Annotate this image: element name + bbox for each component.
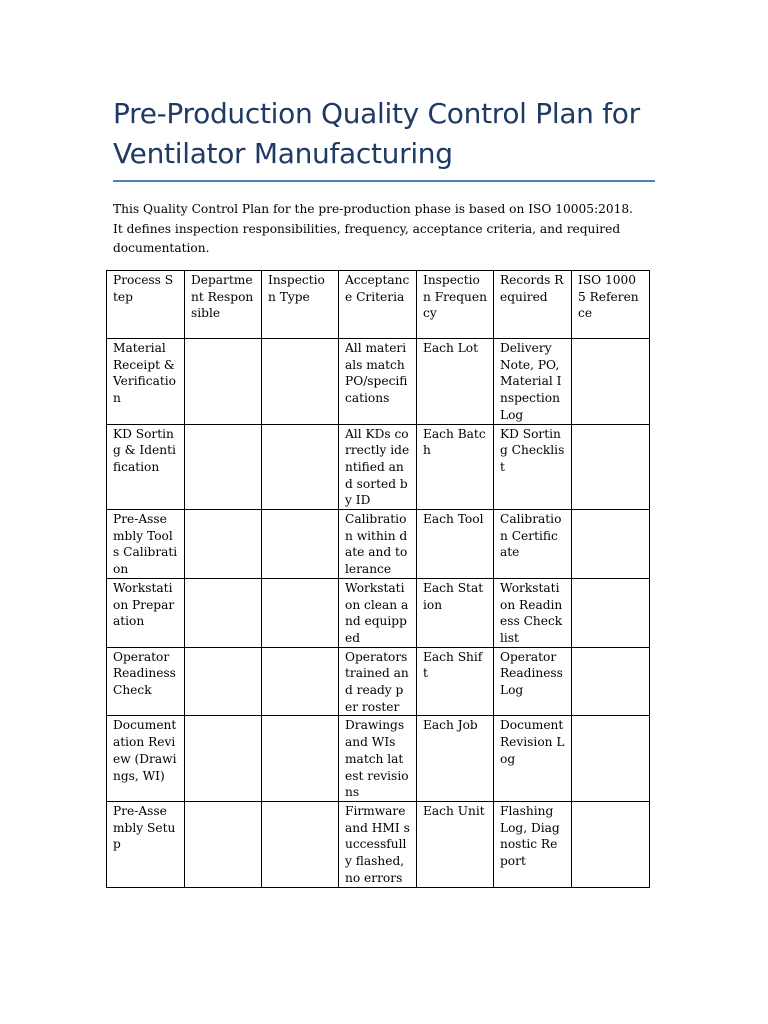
document-title [113,94,673,174]
cell-records: Workstation Readiness Checklist [494,578,572,647]
cell-department [185,510,262,579]
cell-process-step: Workstation Preparation [107,578,185,647]
cell-process-step: Pre-Assembly Setup [107,801,185,887]
cell-department [185,578,262,647]
table-row [107,801,650,887]
header-inspection-type: Inspection Type [262,271,339,339]
cell-frequency: Each Shift [417,647,494,716]
cell-iso-reference [572,510,650,579]
cell-frequency: Each Station [417,578,494,647]
cell-acceptance-criteria: Drawings and WIs match latest revisions [339,716,417,802]
quality-control-table [106,270,650,888]
table-row [107,510,650,579]
cell-process-step: Pre-Assembly Tools Calibration [107,510,185,579]
table-row [107,716,650,802]
cell-process-step: Operator Readiness Check [107,647,185,716]
cell-department [185,339,262,425]
cell-process-step: KD Sorting & Identification [107,424,185,510]
cell-frequency: Each Tool [417,510,494,579]
header-acceptance-criteria: Acceptance Criteria [339,271,417,339]
title-line-1: Pre-Production Quality Control Plan for [113,97,640,130]
header-records-required: Records Required [494,271,572,339]
cell-records: KD Sorting Checklist [494,424,572,510]
cell-records: Calibration Certificate [494,510,572,579]
cell-department [185,424,262,510]
cell-frequency: Each Job [417,716,494,802]
cell-iso-reference [572,801,650,887]
cell-iso-reference [572,424,650,510]
cell-inspection-type [262,578,339,647]
table-row [107,339,650,425]
cell-acceptance-criteria: Workstation clean and equipped [339,578,417,647]
cell-acceptance-criteria: Firmware and HMI successfully flashed, no errors [339,801,417,887]
cell-inspection-type [262,339,339,425]
cell-iso-reference [572,716,650,802]
cell-department [185,716,262,802]
cell-iso-reference [572,339,650,425]
cell-department [185,647,262,716]
cell-records: Flashing Log, Diagnostic Report [494,801,572,887]
header-process-step: Process Step [107,271,185,339]
cell-acceptance-criteria: All KDs correctly identified and sorted by ID [339,424,417,510]
table-row [107,647,650,716]
cell-iso-reference [572,578,650,647]
table-row [107,578,650,647]
cell-records: Document Revision Log [494,716,572,802]
cell-records: Operator Readiness Log [494,647,572,716]
title-underline-rule [113,180,655,182]
intro-paragraph: This Quality Control Plan for the pre-production phase is based on ISO 10005:2018. It defines inspection responsibilities, frequency, acceptance criteria, and required documentation. [113,202,633,255]
cell-inspection-type [262,424,339,510]
table-header-row [107,271,650,339]
cell-frequency: Each Unit [417,801,494,887]
header-inspection-frequency: Inspection Frequency [417,271,494,339]
cell-acceptance-criteria: Operators trained and ready per roster [339,647,417,716]
cell-frequency: Each Batch [417,424,494,510]
cell-process-step: Documentation Review (Drawings, WI) [107,716,185,802]
cell-acceptance-criteria: Calibration within date and tolerance [339,510,417,579]
cell-inspection-type [262,716,339,802]
cell-acceptance-criteria: All materials match PO/specifications [339,339,417,425]
cell-department [185,801,262,887]
title-line-2: Ventilator Manufacturing [113,137,453,170]
header-department-responsible: Department Responsible [185,271,262,339]
cell-records: Delivery Note, PO, Material Inspection Log [494,339,572,425]
header-iso-reference: ISO 10005 Reference [572,271,650,339]
cell-inspection-type [262,801,339,887]
cell-frequency: Each Lot [417,339,494,425]
cell-inspection-type [262,647,339,716]
cell-iso-reference [572,647,650,716]
cell-inspection-type [262,510,339,579]
table-row [107,424,650,510]
cell-process-step: Material Receipt & Verification [107,339,185,425]
